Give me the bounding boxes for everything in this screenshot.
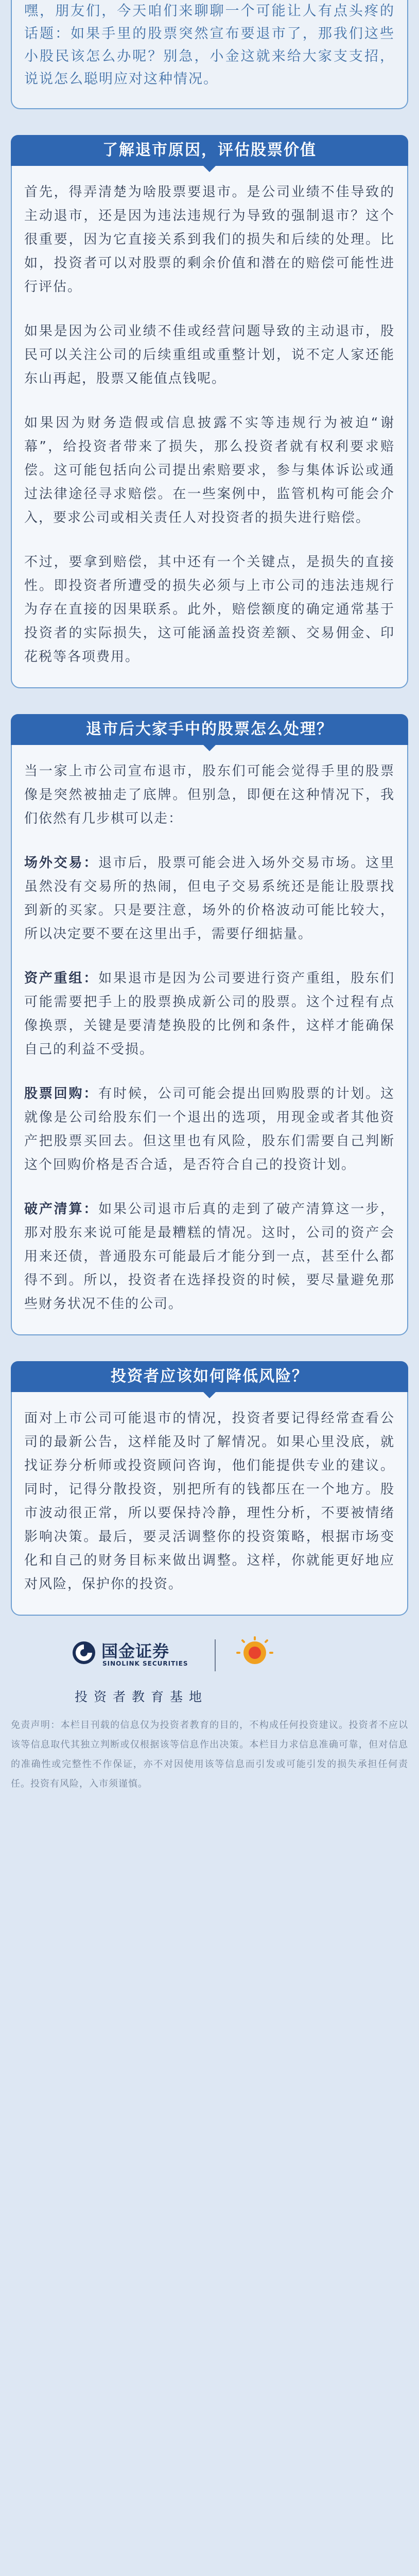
company-name: 国金证券: [101, 1641, 170, 1661]
paragraph-restructuring: 资产重组：如果退市是因为公司要进行资产重组，股东们可能需要把手上的股票换成新公司的股票。这个过程有点像换票，关键是要清楚换股的比例和条件，这样才能确保自己的利益不受损。: [24, 971, 395, 1057]
section-stock-handling: [11, 720, 408, 1335]
logo-divider: [215, 1639, 216, 1671]
paragraph: 面对上市公司可能退市的情况，投资者要记得经常查看公司的最新公告，这样能及时了解情况。如果心里没底，就找证券分析师或投资顾问咨询，他们能提供专业的建议。同时，记得分散投资，别把所有的钱都压在一个地方。股市波动很正常，所以要保持冷静，理性分析，不要被情绪影响决策。最后，要灵活调整你的投资策略，根据市场变化和自己的财务目标来做出调整。这样，你就能更好地应对风险，保护你的投资。: [24, 1411, 395, 1592]
paragraph: 不过，要拿到赔偿，其中还有一个关键点，是损失的直接性。即投资者所遭受的损失必须与上市公司的违法违规行为存在直接的因果联系。此外，赔偿额度的确定通常基于投资者的实际损失，这可能涵盖投资差额、交易佣金、印花税等各项费用。: [24, 554, 395, 665]
section-title: 了解退市原因，评估股票价值: [11, 135, 408, 166]
paragraph-otc-trading: 场外交易：退市后，股票可能会进入场外交易市场。这里虽然没有交易所的热闹，但电子交易系统还是能让股票找到新的买家。只是要注意，场外的价格波动可能比较大，所以决定要不要在这里出手，需要仔细掂量。: [24, 855, 395, 942]
paragraph: 如果因为财务造假或信息披露不实等违规行为被迫“谢幕”，给投资者带来了损失，那么投资者就有权利要求赔偿。这可能包括向公司提出索赔要求，参与集体诉讼或通过法律途径寻求赔偿。在一些案例中，监管机构可能会介入，要求公司或相关责任人对投资者的损失进行赔偿。: [24, 415, 395, 526]
sinolink-logo-icon: [72, 1640, 96, 1665]
paragraph-heading: 场外交易：: [24, 855, 99, 871]
intro-box: [11, 0, 408, 109]
paragraph: 如果是因为公司业绩不佳或经营问题导致的主动退市，股民可以关注公司的后续重组或重整计划，说不定人家还能东山再起，股票又能值点钱呢。: [24, 324, 395, 386]
footer-logo-bar: [11, 1636, 408, 1713]
paragraph: 首先，得弄清楚为啥股票要退市。是公司业绩不佳导致的主动退市，还是因为违法违规行为导致的强制退市？这个很重要，因为它直接关系到我们的损失和后续的处理。比如，投资者可以对股票的剩余价值和潜在的赔偿可能性进行评估。: [24, 184, 395, 295]
investor-education-base-label: 投资者教育基地: [75, 1689, 208, 1704]
company-english-name: SINOLINK SECURITIES: [102, 1660, 188, 1667]
paragraph-heading: 破产清算：: [24, 1201, 99, 1217]
section-title: 投资者应该如何降低风险？: [11, 1361, 408, 1392]
sun-logo-icon: [224, 1636, 286, 1674]
section-risk-reduction: [11, 1367, 408, 1616]
disclaimer-text: 免责声明：本栏目刊载的信息仅为投资者教育的目的，不构成任何投资建议。投资者不应以该等信息取代其独立判断或仅根据该等信息作出决策。本栏目力求信息准确可靠，但对信息的准确性或完整性不作保证，亦不对因使用该等信息而引发或可能引发的损失承担任何责任。投资有风险，入市须谨慎。: [11, 1720, 408, 1789]
paragraph-liquidation: 破产清算：如果公司退市后真的走到了破产清算这一步，那对股东来说可能是最糟糕的情况。这时，公司的资产会用来还债，普通股东可能最后才能分到一点，甚至什么都得不到。所以，投资者在选择投资的时候，要尽量避免那些财务状况不佳的公司。: [24, 1201, 395, 1312]
section-delisting-reason: [11, 141, 408, 688]
paragraph: 当一家上市公司宣布退市，股东们可能会觉得手里的股票像是突然被抽走了底牌。但别急，即便在这种情况下，我们依然有几步棋可以走：: [24, 764, 395, 826]
paragraph-heading: 股票回购：: [24, 1086, 99, 1101]
paragraph-buyback: 股票回购：有时候，公司可能会提出回购股票的计划。这就像是公司给股东们一个退出的选项，用现金或者其他资产把股票买回去。但这里也有风险，股东们需要自己判断这个回购价格是否合适，是否符合自己的投资计划。: [24, 1086, 395, 1173]
section-title: 退市后大家手中的股票怎么处理？: [11, 714, 408, 745]
intro-text: 嘿，朋友们，今天咱们来聊聊一个可能让人有点头疼的话题：如果手里的股票突然宣布要退市了，那我们这些小股民该怎么办呢？别急，小金这就来给大家支支招，说说怎么聪明应对这种情况。: [24, 3, 395, 87]
paragraph-heading: 资产重组：: [24, 971, 99, 986]
